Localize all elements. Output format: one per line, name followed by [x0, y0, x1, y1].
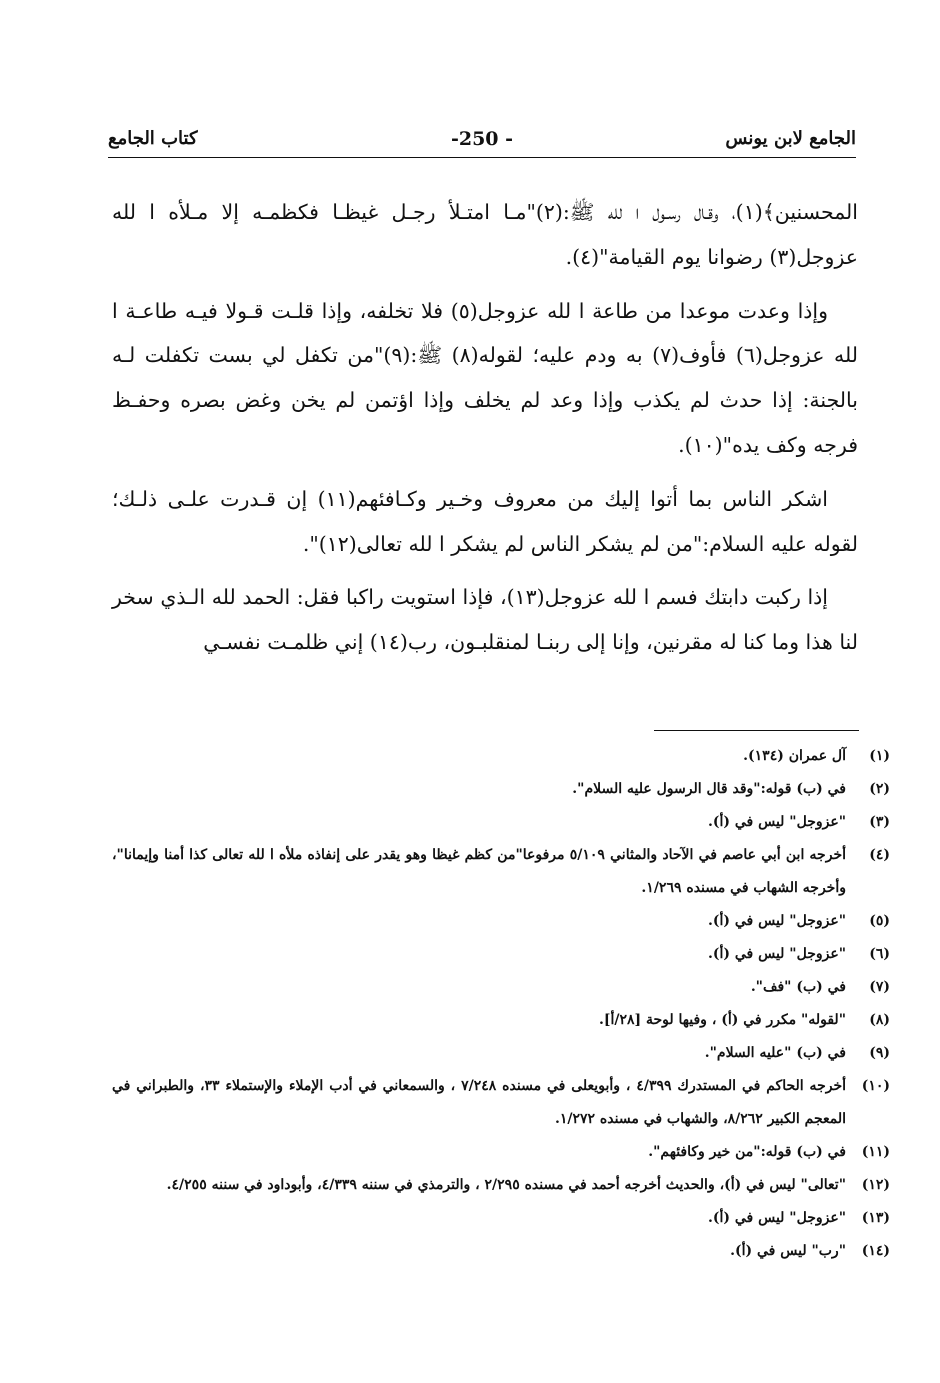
page-header: [108, 122, 856, 156]
footnote: [112, 1004, 890, 1037]
footnote-number: (٨): [869, 1012, 890, 1028]
footnote: [112, 740, 890, 773]
footnote-text: "رب" ليس في (أ).: [730, 1243, 846, 1259]
paragraph: اشكر الناس بما أتوا إليك من معروف وخـير وكـافئهم(١١) إن قـدرت علـى ذلـك؛ لقوله عليه السلام:"من لم يشكر الناس لم يشكر ا لله تعالى(١٢)".: [112, 486, 858, 556]
footnote: [112, 1037, 890, 1070]
footnote-number: (٣): [869, 814, 890, 830]
footnote-divider: [654, 730, 859, 731]
footnote: [112, 1169, 890, 1202]
footnote-number: (٧): [869, 979, 890, 995]
page-number: -250 -: [450, 128, 514, 150]
footnote-text: "عزوجل" ليس في (أ).: [707, 913, 846, 929]
footnote: [112, 938, 890, 971]
footnote-number: (٢): [869, 781, 890, 797]
footnote-number: (١٤): [861, 1243, 890, 1259]
footnote-number: (١): [869, 748, 890, 764]
footnote: [112, 839, 890, 905]
paragraph: المحسنين﴾(١)، وقـال رسـول ا لله ﷺ:(٢)"مـا امتـلأ رجـل غيظـا فكظمـه إلا مـلأه ا لله عزوجل(٣) رضوانا يوم القيامة"(٤).: [112, 200, 859, 269]
paragraph: وإذا وعدت موعدا من طاعة ا لله عزوجل(٥) فلا تخلفه، وإذا قلـت قـولا فيـه طاعـة ا لله عزوجل(٦) فأوف(٧) به ودم عليه؛ لقوله(٨) ﷺ:(٩)"من تكفل لي بست تكفلت لـه بالجنة: إذا حدث لم يكذب وإذا وعد لم يخلف وإذا اؤتمن لم يخن وغض بصره وحفـظ فرجه وكف يده"(١٠).: [112, 298, 858, 457]
footnote-number: (٤): [869, 847, 890, 863]
footnote-number: (١١): [861, 1144, 890, 1160]
footnote-text: "عزوجل" ليس في (أ).: [707, 946, 846, 962]
footnote: [112, 905, 890, 938]
footnote: [112, 1136, 890, 1169]
footnote: [112, 1070, 890, 1136]
footnote-text: "تعالى" ليس في (أ)، والحديث أخرجه أحمد في مسنده ٢/٢٩٥ ، والترمذي في سننه ٤/٣٣٩، وأبوداود في سننه ٤/٢٥٥.: [166, 1177, 846, 1193]
footnote-text: "عزوجل" ليس في (أ).: [707, 814, 846, 830]
footnote-number: (١٠): [861, 1078, 890, 1094]
footnote: [112, 773, 890, 806]
footnote-text: في (ب) قوله:"وقد قال الرسول عليه السلام".: [572, 781, 846, 797]
footnote: [112, 971, 890, 1004]
footnote-text: في (ب) قوله:"من خير وكافئهم".: [648, 1144, 846, 1160]
footnote: [112, 1202, 890, 1235]
footnote-text: أخرجه ابن أبي عاصم في الآحاد والمثاني ٥/١٠٩ مرفوعا"من كظم غيظا وهو يقدر على إنفاذه ملأه ا لله تعالى كذا أمنا وإيمانا"، وأخرجه الشهاب في مسنده ١/٢٦٩.: [112, 847, 846, 896]
paragraph: إذا ركبت دابتك فسم ا لله عزوجل(١٣)، فإذا استويت راكبا فقل: الحمد لله الـذي سخر لنا هذا وما كنا له مقرنين، وإنا إلى ربنـا لمنقلبـون، رب(١٤) إني ظلمـت نفسـي: [112, 585, 858, 655]
footnote-text: "عزوجل" ليس في (أ).: [707, 1210, 846, 1226]
footnote-text: آل عمران (١٣٤).: [743, 748, 846, 764]
main-text: [112, 190, 858, 674]
footnote: [112, 806, 890, 839]
footnote-text: "لقوله" مكرر في (أ) ، وفيها لوحة [٢٨/أ].: [598, 1012, 846, 1028]
footnote-text: في (ب) "عليه السلام".: [704, 1045, 846, 1061]
footnote-text: أخرجه الحاكم في المستدرك ٤/٣٩٩ ، وأبويعلى في مسنده ٧/٢٤٨ ، والسمعاني في أدب الإملاء والإستملاء ٣٣، والطبراني في المعجم الكبير ٨/٢٦٢، والشهاب في مسنده ١/٢٧٢.: [112, 1078, 846, 1127]
footnotes: [112, 740, 890, 1268]
footnote-number: (٥): [869, 913, 890, 929]
footnote: [112, 1235, 890, 1268]
section-title: كتاب الجامع: [108, 128, 198, 149]
book-title: الجامع لابن يونس: [725, 128, 856, 149]
footnote-number: (١٢): [861, 1177, 890, 1193]
header-divider: [108, 157, 856, 158]
footnote-number: (٩): [869, 1045, 890, 1061]
footnote-number: (١٣): [861, 1210, 890, 1226]
footnote-text: في (ب) "فف".: [750, 979, 846, 995]
footnote-number: (٦): [869, 946, 890, 962]
